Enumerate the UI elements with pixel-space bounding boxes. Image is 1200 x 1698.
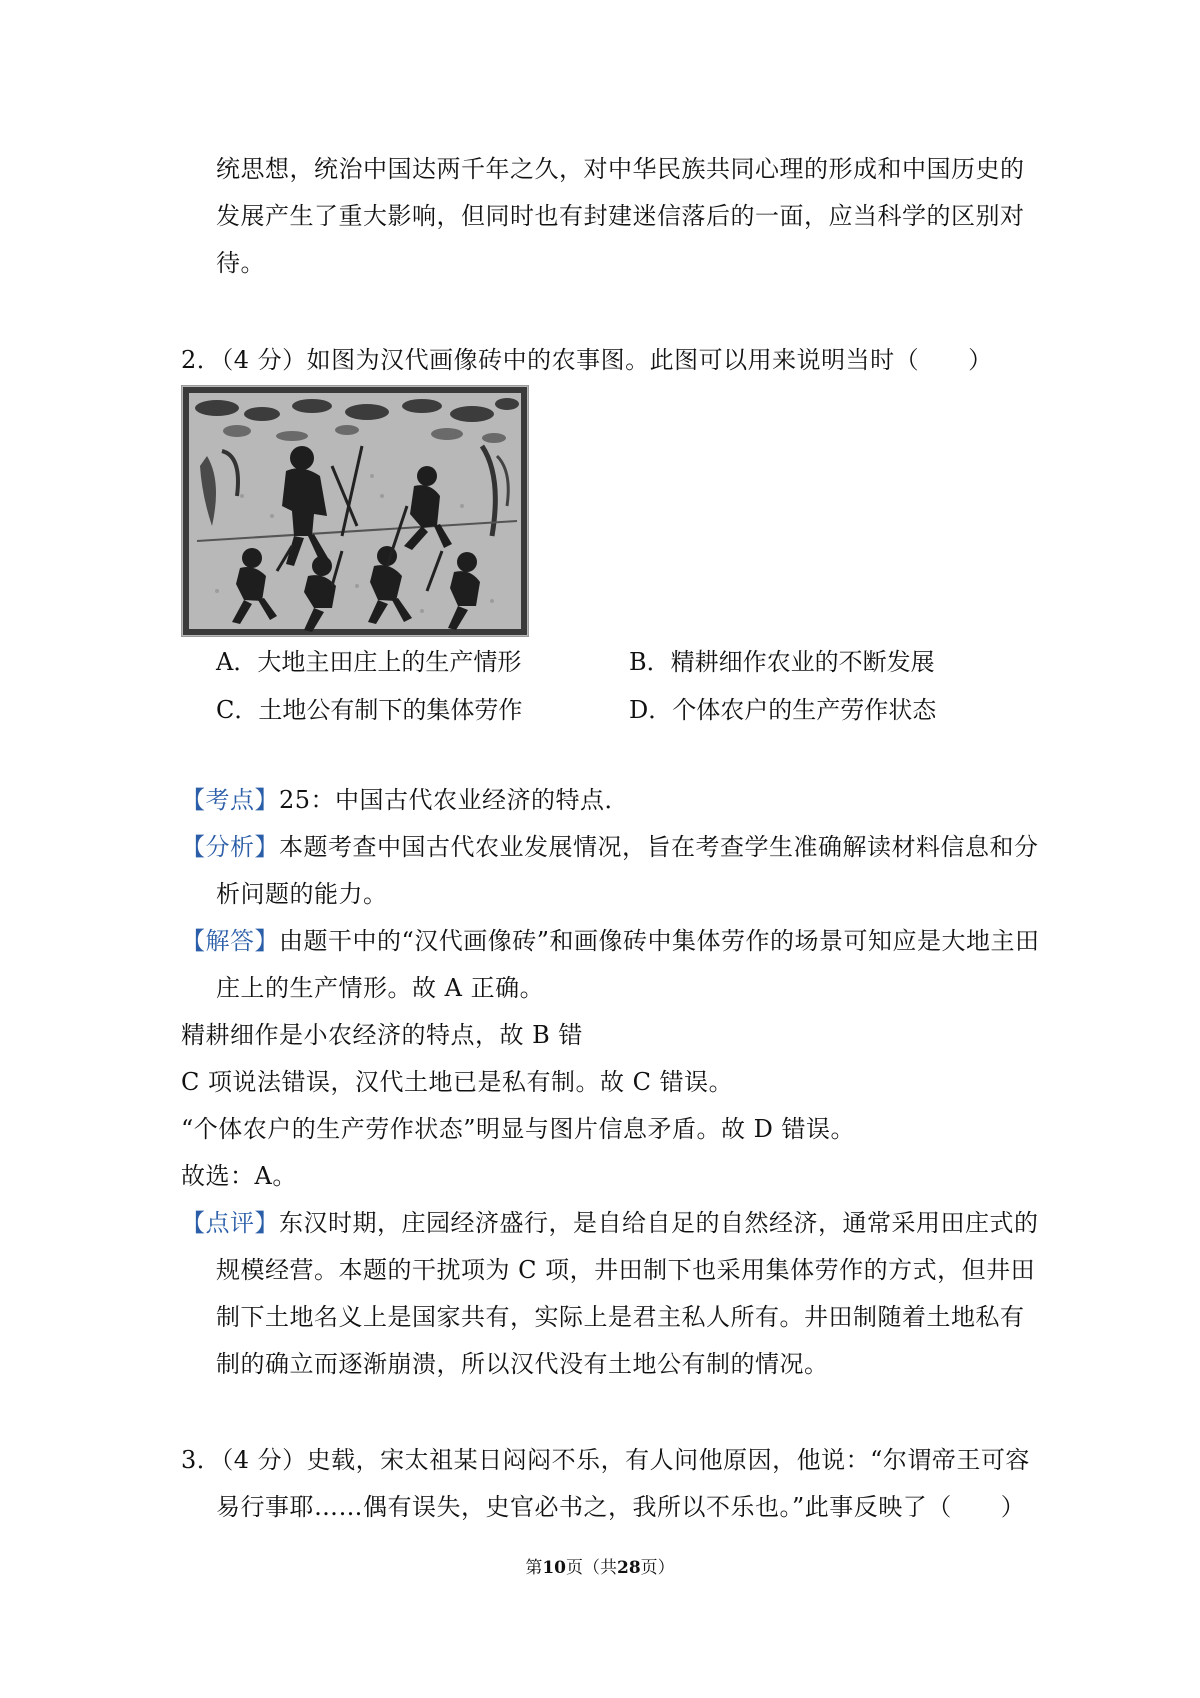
option-b: B．精耕细作农业的不断发展 — [629, 648, 935, 676]
farming-scene-illustration — [182, 386, 528, 636]
kaodian-text: 25：中国古代农业经济的特点． — [279, 786, 630, 814]
fenxi-tag: 【分析】 — [181, 833, 279, 861]
footer-page-number: 10 — [542, 1558, 566, 1578]
fenxi-row — [181, 830, 1039, 864]
dianping-tag: 【点评】 — [181, 1209, 279, 1237]
fenxi-line-2: 析问题的能力。 — [216, 880, 388, 908]
footer-middle: 页（共 — [566, 1558, 617, 1578]
page-footer — [0, 1556, 1200, 1580]
han-brick-farming-image — [181, 385, 529, 637]
footer-suffix: 页） — [640, 1558, 675, 1578]
jieda-line-2: 庄上的生产情形。故 A 正确。 — [216, 974, 545, 1002]
fenxi-line-1: 本题考查中国古代农业发展情况，旨在考查学生准确解读材料信息和分 — [279, 833, 1039, 861]
continuation-line-1: 统思想，统治中国达两千年之久，对中华民族共同心理的形成和中国历史的 — [216, 155, 1025, 183]
continuation-line-2: 发展产生了重大影响，但同时也有封建迷信落后的一面，应当科学的区别对 — [216, 202, 1025, 230]
answer-choice: 故选：A。 — [181, 1162, 297, 1190]
explanation-b: 精耕细作是小农经济的特点，故 B 错 — [181, 1021, 583, 1049]
continuation-line-3: 待。 — [216, 249, 265, 277]
q3-stem-line-2: 易行事耶……偶有误失，史官必书之，我所以不乐也。”此事反映了（ ） — [216, 1493, 1026, 1521]
explanation-d: “个体农户的生产劳作状态”明显与图片信息矛盾。故 D 错误。 — [181, 1115, 856, 1143]
footer-prefix: 第 — [525, 1558, 543, 1578]
kaodian-tag: 【考点】 — [181, 786, 279, 814]
kaodian-row — [181, 783, 629, 817]
dianping-line-1: 东汉时期，庄园经济盛行，是自给自足的自然经济，通常采用田庄式的 — [279, 1209, 1039, 1237]
option-c: C．土地公有制下的集体劳作 — [216, 696, 523, 724]
dianping-line-3: 制下土地名义上是国家共有，实际上是君主私人所有。井田制随着土地私有 — [216, 1303, 1025, 1331]
option-a: A．大地主田庄上的生产情形 — [216, 648, 522, 676]
q3-stem-line-1: 3．（4 分）史载，宋太祖某日闷闷不乐，有人问他原因，他说：“尔谓帝王可容 — [181, 1446, 1030, 1474]
explanation-c: C 项说法错误，汉代土地已是私有制。故 C 错误。 — [181, 1068, 734, 1096]
dianping-line-4: 制的确立而逐渐崩溃，所以汉代没有土地公有制的情况。 — [216, 1350, 829, 1378]
q2-stem: 2．（4 分）如图为汉代画像砖中的农事图。此图可以用来说明当时（ ） — [181, 346, 993, 374]
dianping-row — [181, 1206, 1039, 1240]
option-d: D．个体农户的生产劳作状态 — [629, 696, 937, 724]
footer-total-pages: 28 — [617, 1558, 641, 1578]
jieda-line-1: 由题干中的“汉代画像砖”和画像砖中集体劳作的场景可知应是大地主田 — [279, 927, 1040, 955]
dianping-line-2: 规模经营。本题的干扰项为 C 项，井田制下也采用集体劳作的方式，但井田 — [216, 1256, 1036, 1284]
jieda-row — [181, 924, 1040, 958]
jieda-tag: 【解答】 — [181, 927, 279, 955]
